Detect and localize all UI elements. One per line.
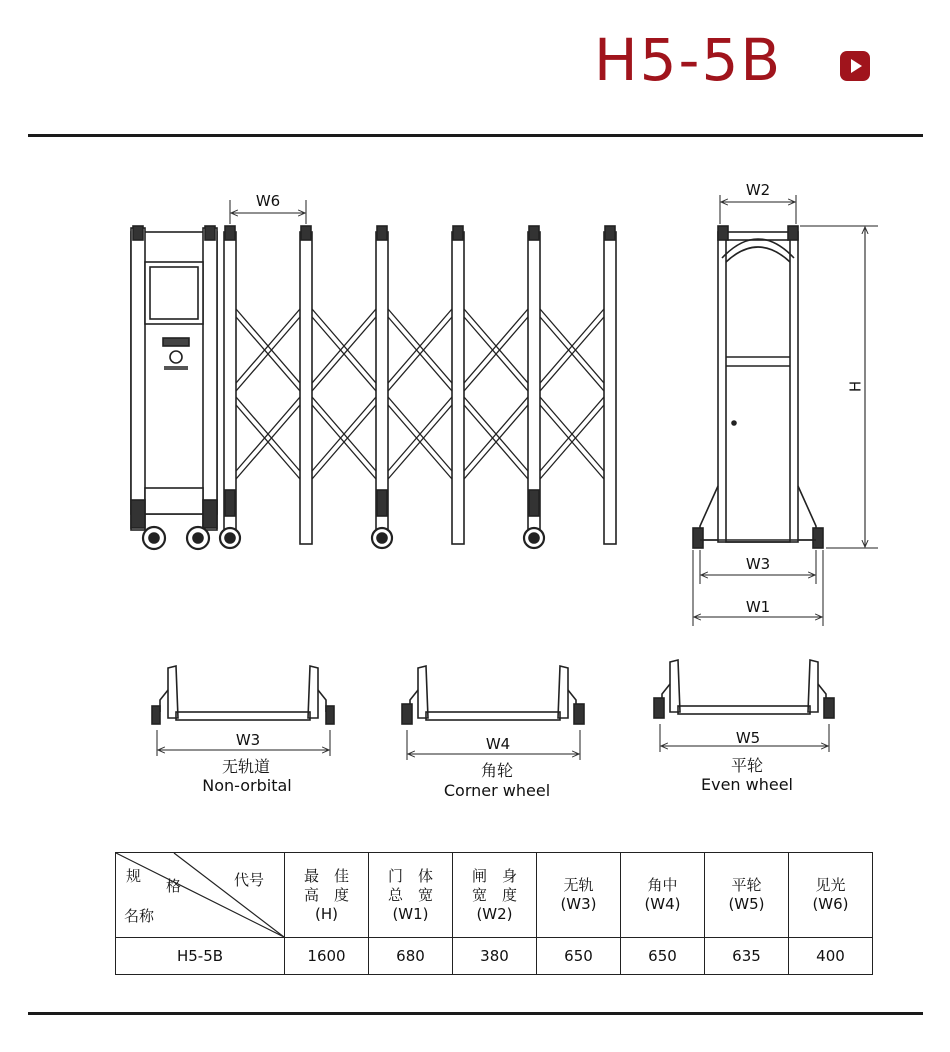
value-cell: 650: [621, 938, 705, 975]
header-cell: 见光 (W6): [789, 853, 873, 938]
front-view: [131, 200, 616, 549]
value-cell: 400: [789, 938, 873, 975]
w1-label: W1: [745, 598, 771, 616]
value-cell: 1600: [285, 938, 369, 975]
table-row: [116, 938, 873, 975]
table-header-row: [116, 853, 873, 938]
base-dim-label: W5: [735, 729, 761, 747]
table-corner-cell: [116, 853, 285, 938]
row-name-cell: H5-5B: [116, 938, 285, 975]
base-en-label: Corner wheel: [443, 781, 551, 800]
header-cell: 最 佳 高 度 (H): [285, 853, 369, 938]
corner-name: 名称: [124, 907, 155, 925]
value-cell: 635: [705, 938, 789, 975]
base-zh-label: 平轮: [730, 756, 764, 775]
base-zh-label: 无轨道: [221, 757, 271, 776]
corner-ge: 格: [166, 877, 182, 895]
side-view: [693, 195, 878, 626]
header-cell: 闸 身 宽 度 (W2): [453, 853, 537, 938]
value-cell: 680: [369, 938, 453, 975]
base-en-label: Even wheel: [700, 775, 794, 794]
corner-code: 代号: [234, 871, 265, 889]
base-dim-label: W3: [235, 731, 261, 749]
header-cell: 门 体 总 宽 (W1): [369, 853, 453, 938]
corner-gui: 规: [126, 867, 142, 885]
spec-table: [115, 852, 873, 975]
value-cell: 380: [453, 938, 537, 975]
base-en-label: Non-orbital: [202, 776, 292, 795]
base-dim-label: W4: [485, 735, 511, 753]
h-label: H: [846, 380, 865, 393]
page-title: H5-5B: [594, 26, 783, 94]
header-cell: 平轮 (W5): [705, 853, 789, 938]
header-cell: 无轨 (W3): [537, 853, 621, 938]
value-cell: 650: [537, 938, 621, 975]
w6-label: W6: [255, 192, 281, 210]
header-cell: 角中 (W4): [621, 853, 705, 938]
w2-label: W2: [745, 181, 771, 199]
w3-side-label: W3: [745, 555, 771, 573]
base-zh-label: 角轮: [480, 761, 514, 780]
